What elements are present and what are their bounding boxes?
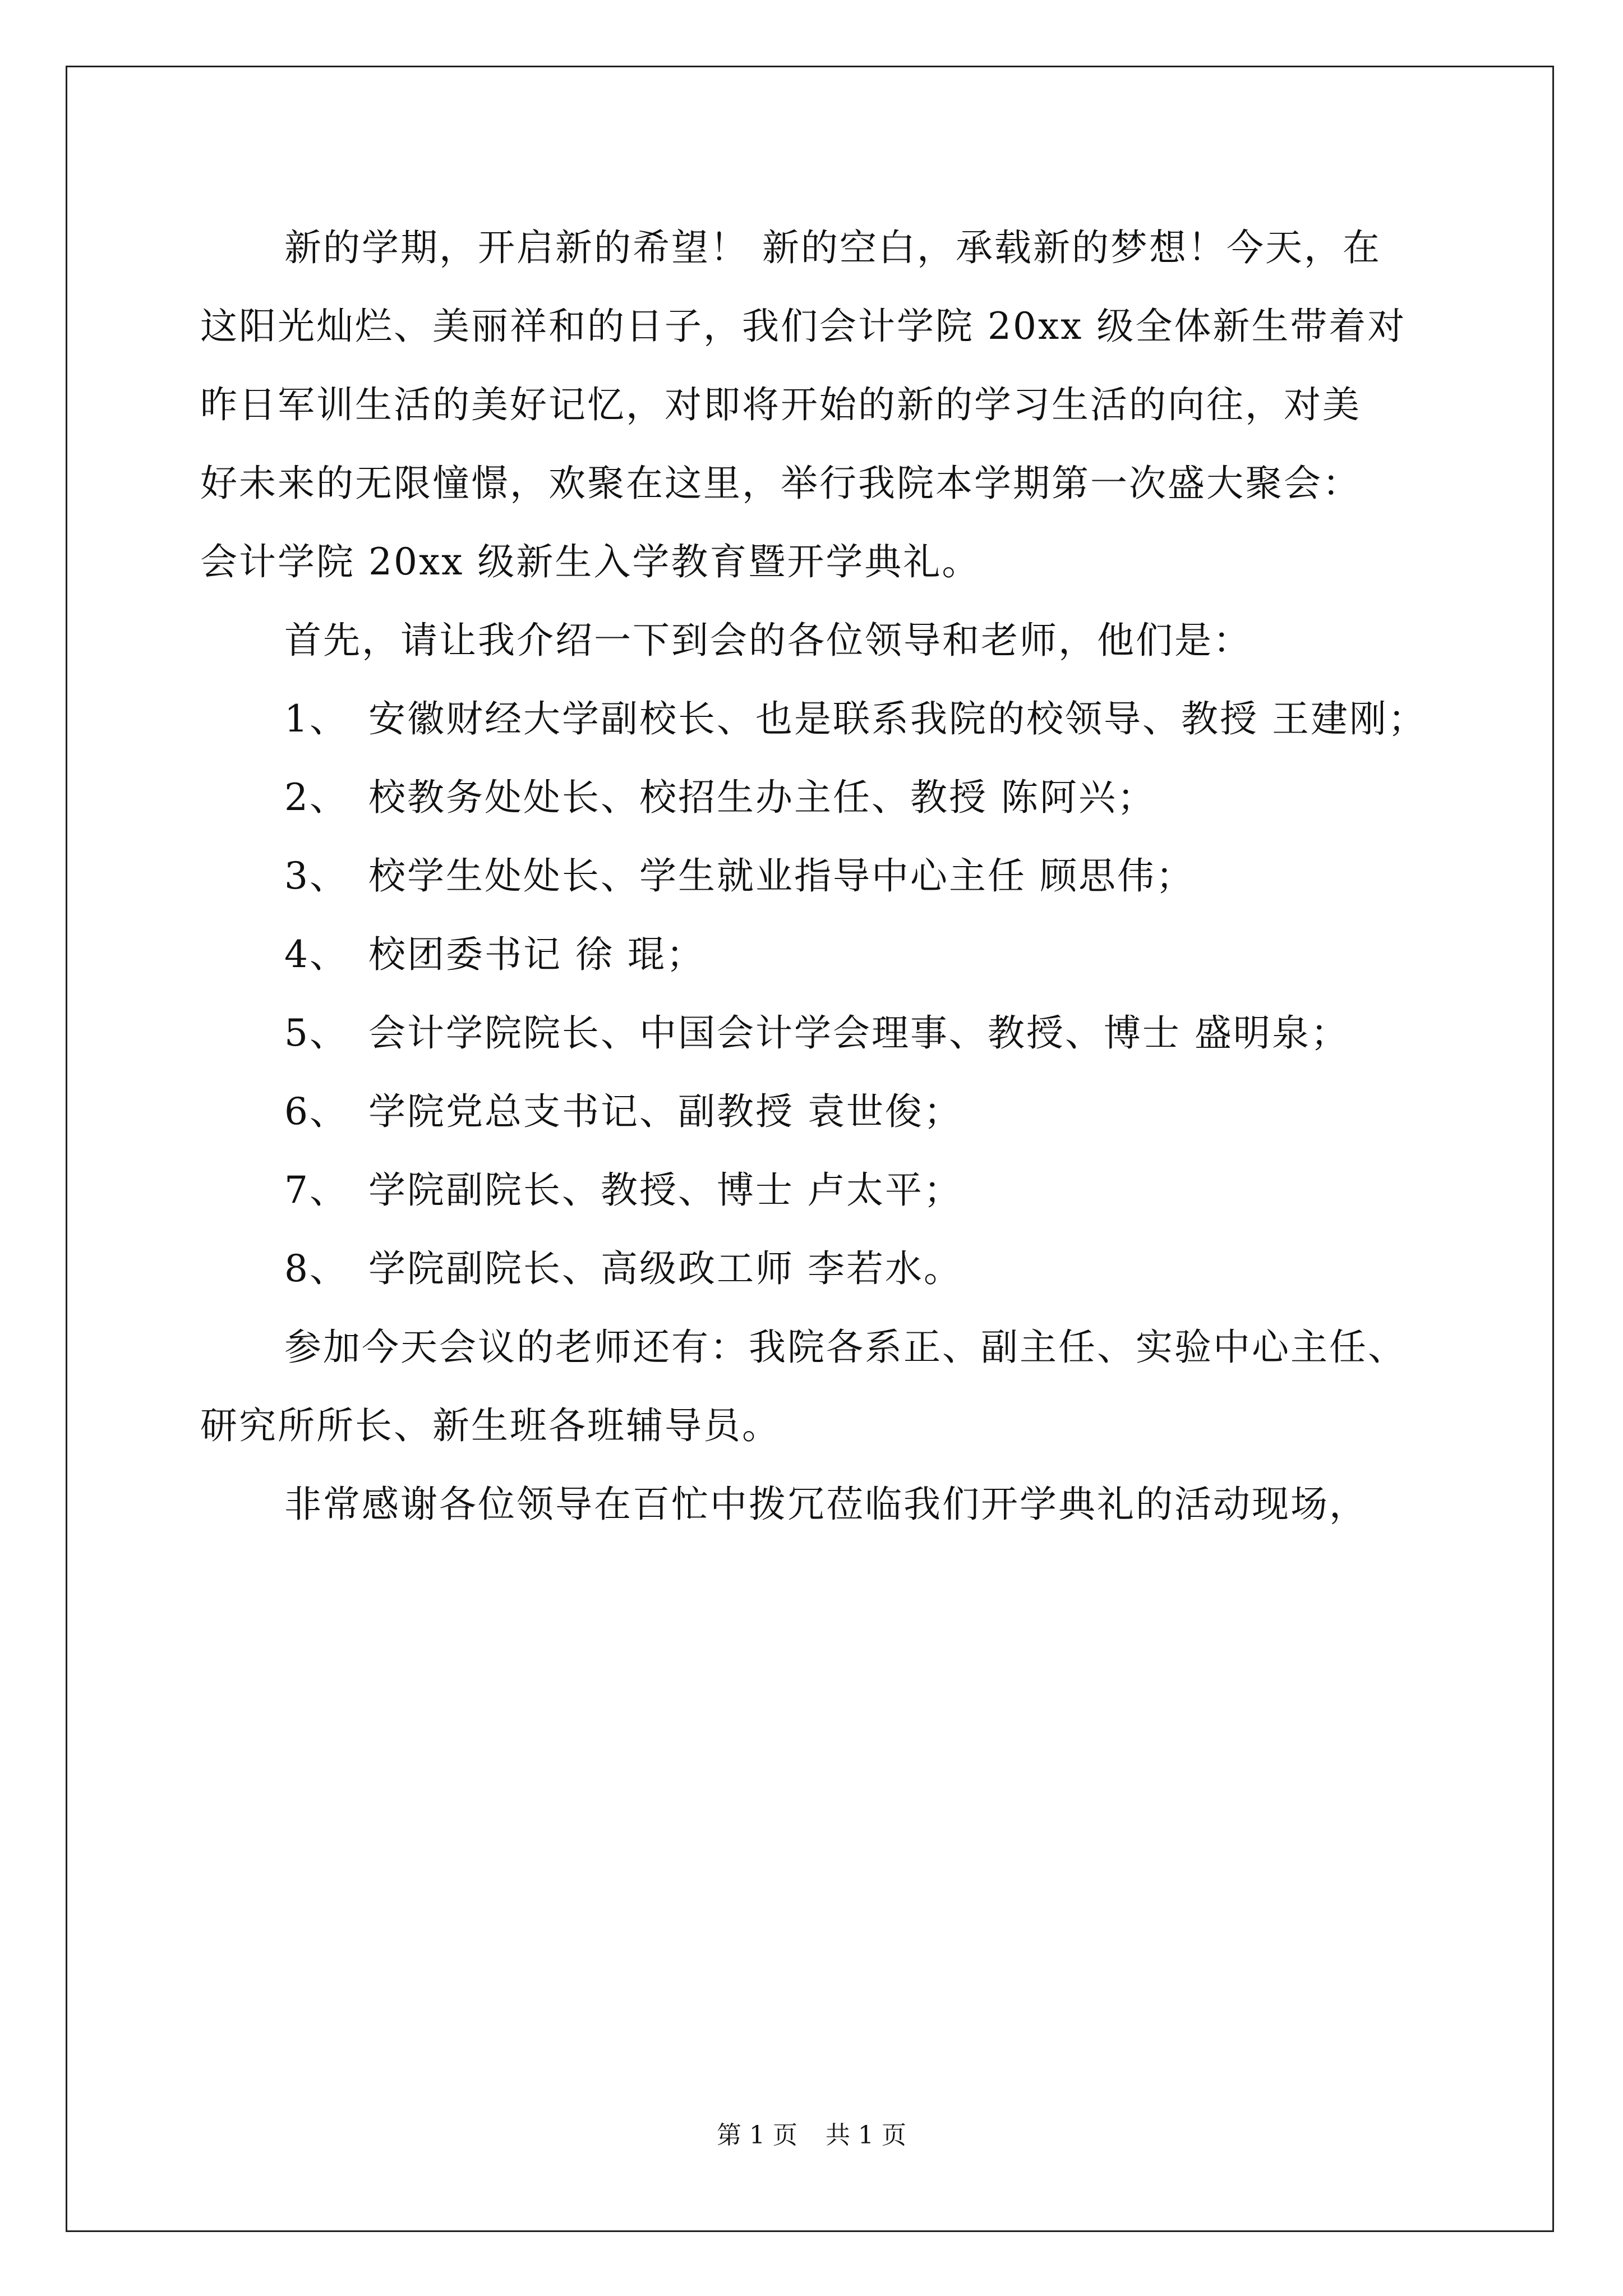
list-item: [200, 1151, 962, 1230]
page-footer: [0, 2115, 1623, 2151]
list-item: [200, 994, 1349, 1073]
list-number: 1、: [284, 697, 348, 740]
list-text: 学院副院长、教授、博士 卢太平；: [368, 1168, 962, 1212]
intro-line: 首先，请让我介绍一下到会的各位领导和老师，他们是：: [284, 619, 1252, 662]
list-number: 6、: [284, 1090, 348, 1133]
paragraph-line: 好未来的无限憧憬，欢聚在这里，举行我院本学期第一次盛大聚会：: [200, 462, 1361, 505]
page-number: 第 1 页: [717, 2121, 797, 2150]
page-total: 共 1 页: [826, 2121, 906, 2150]
list-text: 学院副院长、高级政工师 李若水。: [368, 1247, 962, 1290]
paragraph-line: 研究所所长、新生班各班辅导员。: [200, 1404, 781, 1447]
list-number: 3、: [284, 854, 348, 898]
list-item: [200, 1073, 962, 1151]
list-item: [200, 680, 1427, 758]
paragraph-line: 会计学院 20xx 级新生入学教育暨开学典礼。: [200, 540, 981, 583]
list-number: 5、: [284, 1011, 348, 1055]
list-number: 2、: [284, 776, 348, 819]
list-text: 校教务处处长、校招生办主任、教授 陈阿兴；: [368, 776, 1156, 819]
paragraph-line: 非常感谢各位领导在百忙中拨冗莅临我们开学典礼的活动现场，: [284, 1483, 1368, 1526]
paragraph-line: 参加今天会议的老师还有：我院各系正、副主任、实验中心主任、: [284, 1326, 1407, 1369]
list-text: 会计学院院长、中国会计学会理事、教授、博士 盛明泉；: [368, 1011, 1349, 1055]
list-number: 8、: [284, 1247, 348, 1290]
list-text: 校学生处处长、学生就业指导中心主任 顾思伟；: [368, 854, 1195, 898]
list-text: 学院党总支书记、副教授 袁世俊；: [368, 1090, 962, 1133]
list-item: [200, 758, 1156, 837]
list-item: [200, 837, 1195, 915]
list-number: 4、: [284, 933, 348, 976]
list-number: 7、: [284, 1168, 348, 1212]
list-text: 校团委书记 徐 琨；: [368, 933, 705, 976]
list-text: 安徽财经大学副校长、也是联系我院的校领导、教授 王建刚；: [368, 697, 1427, 740]
paragraph-line: 这阳光灿烂、美丽祥和的日子，我们会计学院 20xx 级全体新生带着对: [200, 305, 1407, 348]
list-item: [200, 1230, 962, 1308]
list-item: [200, 915, 705, 994]
paragraph-line: 新的学期，开启新的希望！ 新的空白，承载新的梦想！今天，在: [284, 226, 1381, 269]
paragraph-line: 昨日军训生活的美好记忆，对即将开始的新的学习生活的向往，对美: [200, 383, 1361, 426]
